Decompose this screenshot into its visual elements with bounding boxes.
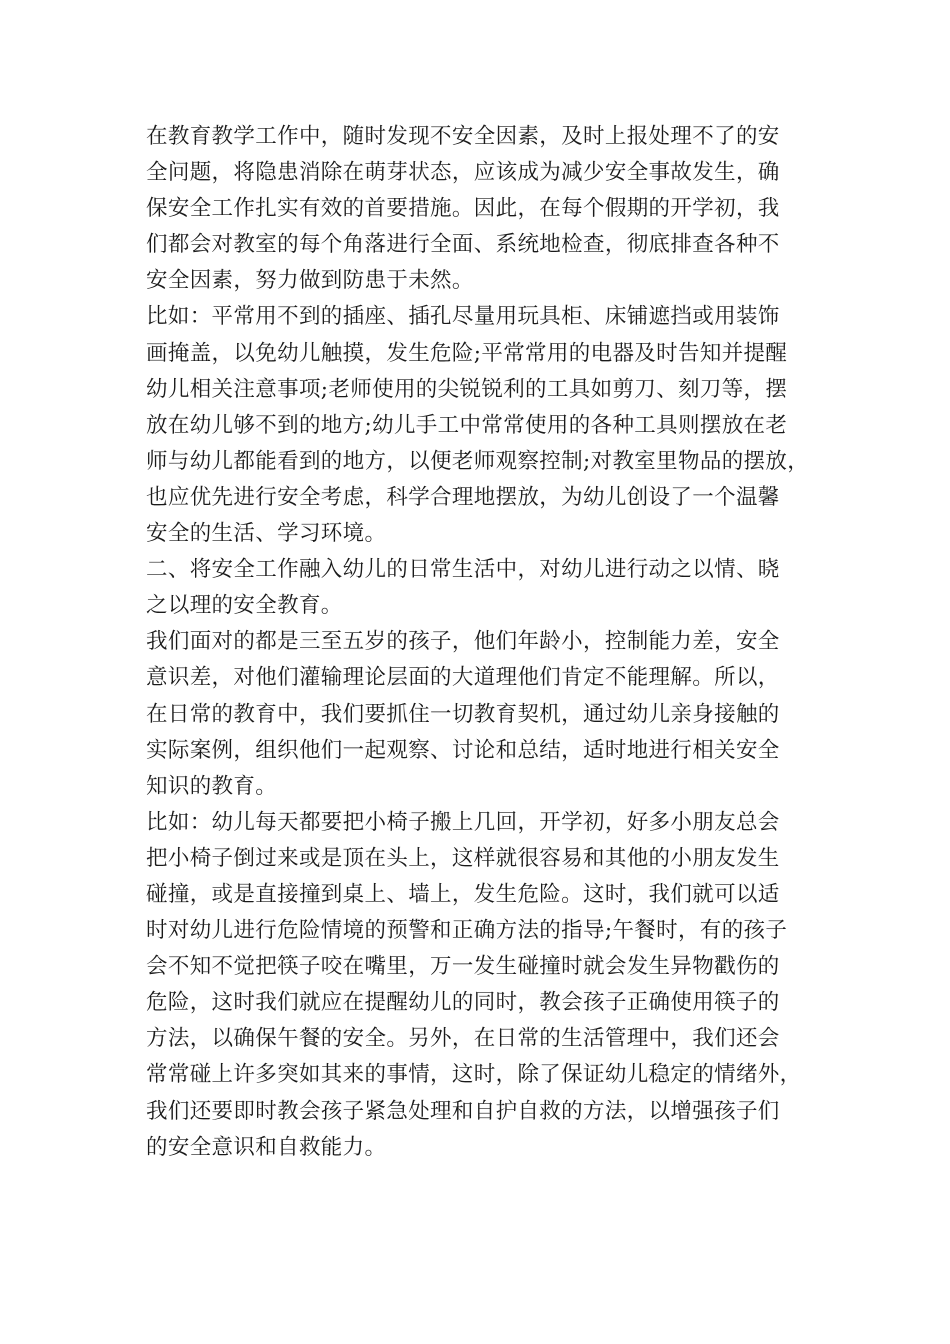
text-line: 把小椅子倒过来或是顶在头上，这样就很容易和其他的小朋友发生 (146, 845, 780, 871)
text-line: 方法，以确保午餐的安全。另外，在日常的生活管理中，我们还会 (146, 1026, 780, 1052)
text-line: 的安全意识和自救能力。 (146, 1134, 387, 1160)
text-line: 比如：平常用不到的插座、插孔尽量用玩具柜、床铺遮挡或用装饰 (146, 304, 780, 330)
text-line: 安全因素，努力做到防患于未然。 (146, 268, 474, 294)
text-line: 安全的生活、学习环境。 (146, 521, 387, 547)
text-line: 实际案例，组织他们一起观察、讨论和总结，适时地进行相关安全 (146, 737, 780, 763)
text-line: 在教育教学工作中，随时发现不安全因素，及时上报处理不了的安 (146, 124, 780, 149)
text-line: 会不知不觉把筷子咬在嘴里，万一发生碰撞时就会发生异物戳伤的 (146, 954, 780, 980)
text-line: 我们还要即时教会孩子紧急处理和自护自救的方法，以增强孩子们 (146, 1098, 780, 1124)
text-line: 常常碰上许多突如其来的事情，这时，除了保证幼儿稳定的情绪外， (146, 1062, 802, 1088)
text-line: 师与幼儿都能看到的地方，以便老师观察控制;对教室里物品的摆放， (146, 448, 810, 474)
document-body (146, 119, 810, 1166)
text-line: 在日常的教育中，我们要抓住一切教育契机，通过幼儿亲身接触的 (146, 701, 780, 727)
text-line: 保安全工作扎实有效的首要措施。因此，在每个假期的开学初，我 (146, 196, 780, 222)
text-line: 比如：幼儿每天都要把小椅子搬上几回，开学初，好多小朋友总会 (146, 809, 780, 835)
text-line: 也应优先进行安全考虑，科学合理地摆放，为幼儿创设了一个温馨 (146, 484, 780, 510)
text-line: 们都会对教室的每个角落进行全面、系统地检查，彻底排查各种不 (146, 232, 780, 258)
text-line: 我们面对的都是三至五岁的孩子，他们年龄小，控制能力差，安全 (146, 629, 780, 655)
section-heading: 之以理的安全教育。 (146, 593, 343, 619)
text-line: 碰撞，或是直接撞到桌上、墙上，发生危险。这时，我们就可以适 (146, 881, 780, 907)
section-heading: 二、将安全工作融入幼儿的日常生活中，对幼儿进行动之以情、晓 (146, 557, 780, 583)
text-line: 时对幼儿进行危险情境的预警和正确方法的指导;午餐时，有的孩子 (146, 918, 788, 944)
text-line: 全问题，将隐患消除在萌芽状态，应该成为减少安全事故发生，确 (146, 160, 780, 186)
text-line: 知识的教育。 (146, 773, 278, 799)
text-line: 意识差，对他们灌输理论层面的大道理他们肯定不能理解。所以， (146, 665, 780, 691)
text-line: 危险，这时我们就应在提醒幼儿的同时，教会孩子正确使用筷子的 (146, 990, 780, 1016)
text-line: 幼儿相关注意事项;老师使用的尖锐锐利的工具如剪刀、刻刀等，摆 (146, 376, 788, 402)
text-line: 放在幼儿够不到的地方;幼儿手工中常常使用的各种工具则摆放在老 (146, 412, 788, 438)
text-line: 画掩盖，以免幼儿触摸，发生危险;平常常用的电器及时告知并提醒 (146, 340, 788, 366)
